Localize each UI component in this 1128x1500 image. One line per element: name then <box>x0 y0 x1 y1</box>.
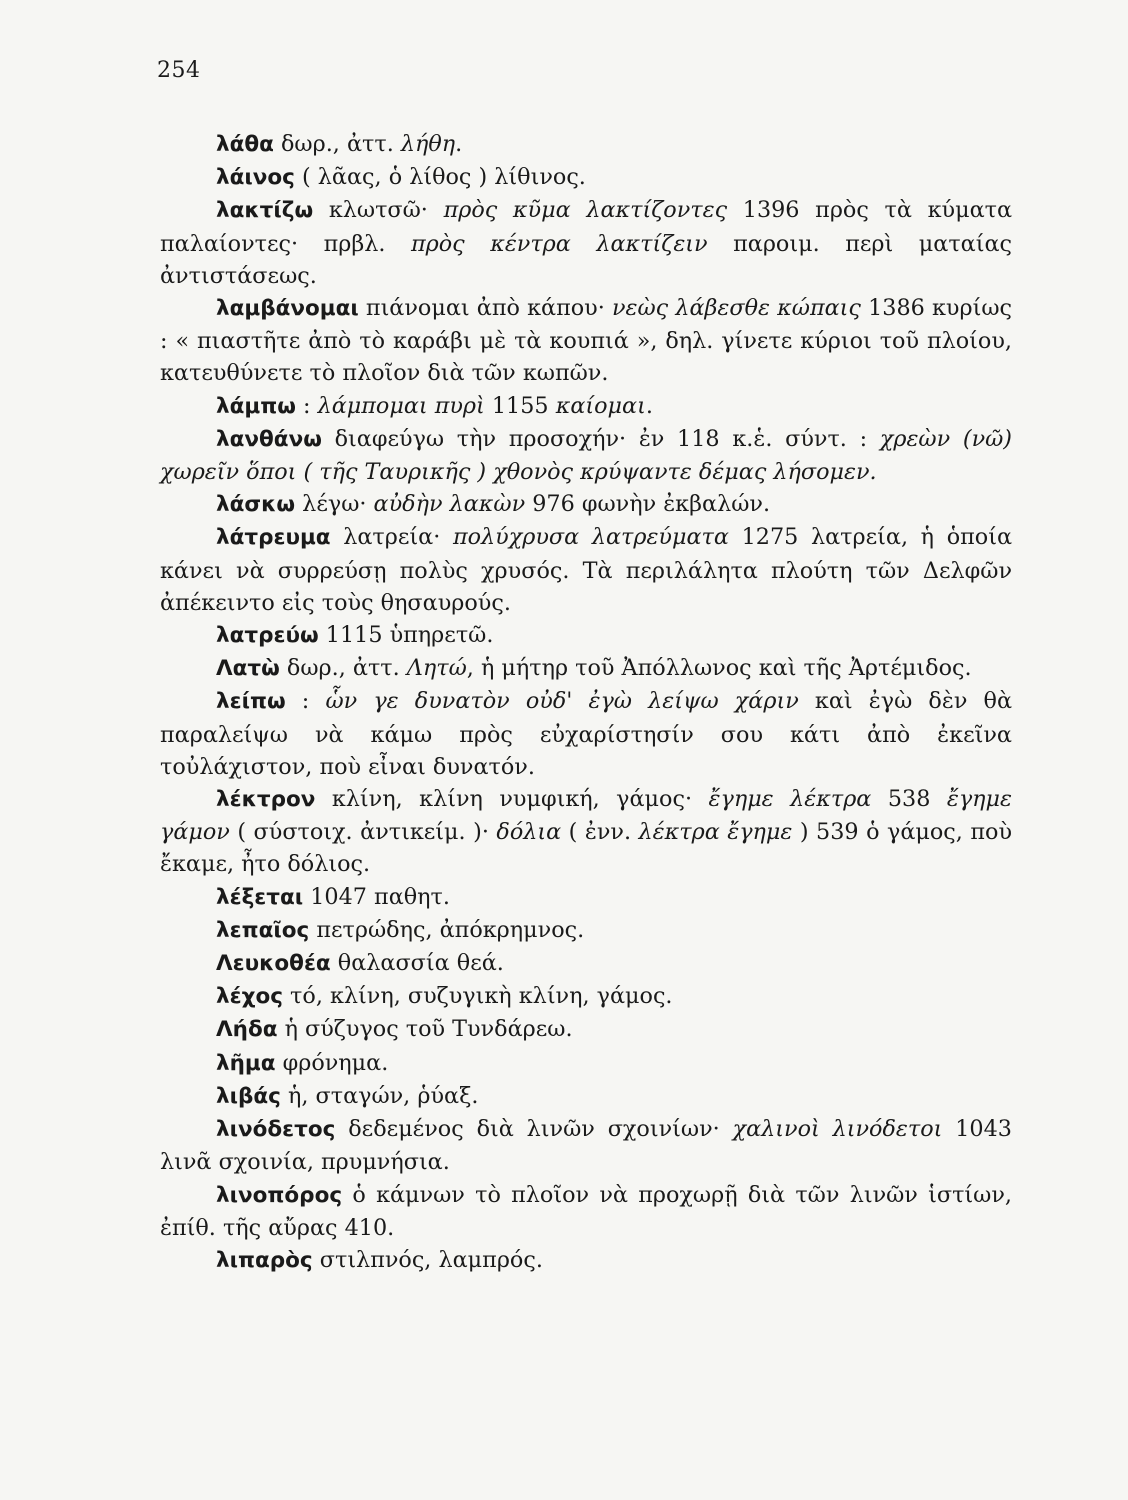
entry-text: 1047 παθητ. <box>303 883 450 910</box>
dictionary-entry <box>160 423 1012 488</box>
italic-citation: ἔγημε λέκτρα <box>708 786 872 813</box>
entry-text: καὶ ἐγὼ δὲν θὰ παραλείψω νὰ κάμω πρὸς εὐχαρίστησίν σου κάτι ἀπὸ ἐκεῖνα τοὐλάχιστον, ποὺ εἶναι δυνατόν. <box>160 688 1013 780</box>
dictionary-entry <box>160 685 1012 783</box>
headword: λεπαῖος <box>216 917 310 943</box>
entry-text: ἡ σύζυγος τοῦ Τυνδάρεω. <box>277 1016 573 1043</box>
headword: λακτίζω <box>216 198 314 224</box>
entry-text: ὁ κάμνων τὸ πλοῖον νὰ προχωρῇ διὰ τῶν λινῶν ἱστίων, ἐπίθ. τῆς αὔρας 410. <box>160 1181 1012 1241</box>
entry-text: θαλασσία θεά. <box>330 950 504 977</box>
entry-text: 1043 λινᾶ σχοινία, πρυμνήσια. <box>160 1116 1012 1176</box>
dictionary-entries <box>160 128 1012 1277</box>
dictionary-entry <box>160 194 1012 292</box>
dictionary-entry <box>160 619 1012 652</box>
headword: λάθα <box>216 132 274 157</box>
entry-text: δωρ., ἀττ. <box>273 131 401 157</box>
italic-citation: πρὸς κῦμα λακτίζοντες <box>443 197 728 224</box>
headword: λινοπόρος <box>216 1182 343 1208</box>
dictionary-entry <box>160 128 1012 161</box>
entry-text: ( λᾶας, ὁ λίθος ) λίθινος. <box>294 164 586 191</box>
dictionary-entry <box>160 1047 1012 1080</box>
entry-text: πιάνομαι ἀπὸ κάπου· <box>358 295 612 322</box>
entry-text: 976 φωνὴν ἐκβαλών. <box>525 491 771 518</box>
italic-citation: νεὼς λάβεσθε κώπαις <box>611 295 861 322</box>
headword: λιβάς <box>216 1083 281 1109</box>
entry-text: ( σύστοιχ. ἀντικείμ. )· <box>229 819 497 846</box>
entry-text: ) 539 ὁ γάμος, ποὺ ἔκαμε, ἦτο δόλιος. <box>160 819 1013 878</box>
dictionary-entry <box>160 292 1012 390</box>
dictionary-entry <box>160 1113 1012 1178</box>
dictionary-entry <box>160 488 1012 521</box>
entry-text: ἡ, σταγών, ῥύαξ. <box>280 1082 479 1109</box>
dictionary-entry <box>160 1013 1012 1046</box>
entry-text: στιλπνός, λαμπρός. <box>312 1246 543 1273</box>
entry-text: , ἡ μήτηρ τοῦ Ἀπόλλωνος καὶ τῆς Ἀρτέμιδος. <box>466 655 972 682</box>
entry-text: λέγω· <box>295 491 374 518</box>
entry-text: πετρώδης, ἀπόκρημνος. <box>309 916 585 943</box>
entry-text: 1115 ὑπηρετῶ. <box>318 622 494 649</box>
headword: Λήδα <box>216 1017 278 1043</box>
entry-text: κλίνη, κλίνη νυμφική, γάμος· <box>315 786 709 813</box>
entry-text: : <box>285 688 326 715</box>
italic-citation: λάμπομαι πυρὶ <box>317 392 485 419</box>
dictionary-entry <box>160 390 1012 423</box>
entry-text: 1155 <box>484 392 556 419</box>
entry-text: 538 <box>871 786 947 813</box>
entry-text: 1386 κυρίως : « πιαστῆτε ἀπὸ τὸ καράβι μὲ τὰ κουπιά », δηλ. γίνετε κύριοι τοῦ πλοίου, κατευθύνετε τὸ πλοῖον διὰ τῶν κωπῶν. <box>160 295 1012 387</box>
italic-citation: λήθη <box>400 131 456 157</box>
entry-text: : <box>295 392 318 419</box>
headword: λινόδετος <box>216 1117 336 1143</box>
italic-citation: Λητώ <box>406 655 467 682</box>
entry-text: φρόνημα. <box>275 1049 389 1076</box>
dictionary-entry <box>160 980 1012 1013</box>
headword: λέχος <box>216 984 283 1010</box>
headword: λέξεται <box>216 884 304 910</box>
headword: λείπω <box>216 689 286 715</box>
headword: λάινος <box>216 165 295 191</box>
dictionary-entry <box>160 1179 1012 1244</box>
headword: λανθάνω <box>216 426 322 452</box>
italic-citation: χαλινοὶ λινόδετοι <box>732 1116 943 1143</box>
headword: λάσκω <box>216 492 296 518</box>
italic-citation: ὧν γε δυνατὸν οὐδ' ἐγὼ λείψω χάριν <box>325 688 799 715</box>
dictionary-entry <box>160 1080 1012 1113</box>
entry-text: 1396 πρὸς τὰ κύματα παλαίοντες· πρβλ. <box>160 197 1013 257</box>
italic-citation: ἔγημε γάμον <box>160 786 1012 846</box>
headword: λῆμα <box>216 1050 276 1076</box>
page-number: 254 <box>157 58 201 83</box>
italic-citation: αὐδὴν λακὼν <box>373 491 526 518</box>
entry-text: 1275 λατρεία, ἡ ὁποία κάνει νὰ συρρεύσῃ πολὺς χρυσός. Τὰ περιλάλητα πλούτη τῶν Δελφῶν ἀπέκειντο εἰς τοὺς θησαυρούς. <box>160 524 1012 616</box>
dictionary-entry <box>160 881 1012 914</box>
entry-text: διαφεύγω τὴν προσοχήν· ἐν 118 κ.ἑ. σύντ. : <box>321 425 880 452</box>
dictionary-entry <box>160 521 1012 619</box>
dictionary-entry <box>160 1244 1012 1277</box>
headword: λαμβάνομαι <box>216 296 359 322</box>
headword: Λατὼ <box>216 656 280 682</box>
headword: λατρεύω <box>216 623 319 649</box>
headword: λιπαρὸς <box>216 1247 313 1273</box>
italic-citation: πολύχρυσα λατρεύματα <box>452 524 729 551</box>
entry-text: λατρεία· <box>330 524 453 551</box>
entry-text: δεδεμένος διὰ λινῶν σχοινίων· <box>335 1116 733 1143</box>
italic-citation: καίομαι <box>555 392 646 419</box>
italic-citation: χρεὼν (νῶ) χωρεῖν ὅποι ( τῆς Ταυρικῆς ) χθονὸς κρύψαντε δέμας λήσομεν. <box>160 425 1012 486</box>
entry-text: κλωτσῶ· <box>313 197 444 224</box>
italic-citation: πρὸς κέντρα λακτίζειν <box>411 230 708 257</box>
italic-citation: δόλια <box>496 819 562 846</box>
entry-text: τό, κλίνη, συζυγικὴ κλίνη, γάμος. <box>282 983 673 1010</box>
dictionary-entry <box>160 914 1012 947</box>
entry-text: ( ἐνν. <box>561 819 639 846</box>
italic-citation: λέκτρα ἔγημε <box>638 819 793 846</box>
headword: Λευκοθέα <box>216 951 331 977</box>
entry-text: παροιμ. περὶ ματαίας ἀντιστάσεως. <box>160 230 1012 289</box>
dictionary-entry <box>160 783 1012 881</box>
headword: λάμπω <box>216 393 296 419</box>
entry-text: . <box>645 392 653 419</box>
entry-text: δωρ., ἀττ. <box>279 655 407 682</box>
dictionary-entry <box>160 161 1012 194</box>
dictionary-entry <box>160 652 1012 685</box>
entry-text: . <box>455 131 463 157</box>
dictionary-entry <box>160 947 1012 980</box>
headword: λάτρευμα <box>216 525 331 551</box>
headword: λέκτρον <box>216 787 316 813</box>
